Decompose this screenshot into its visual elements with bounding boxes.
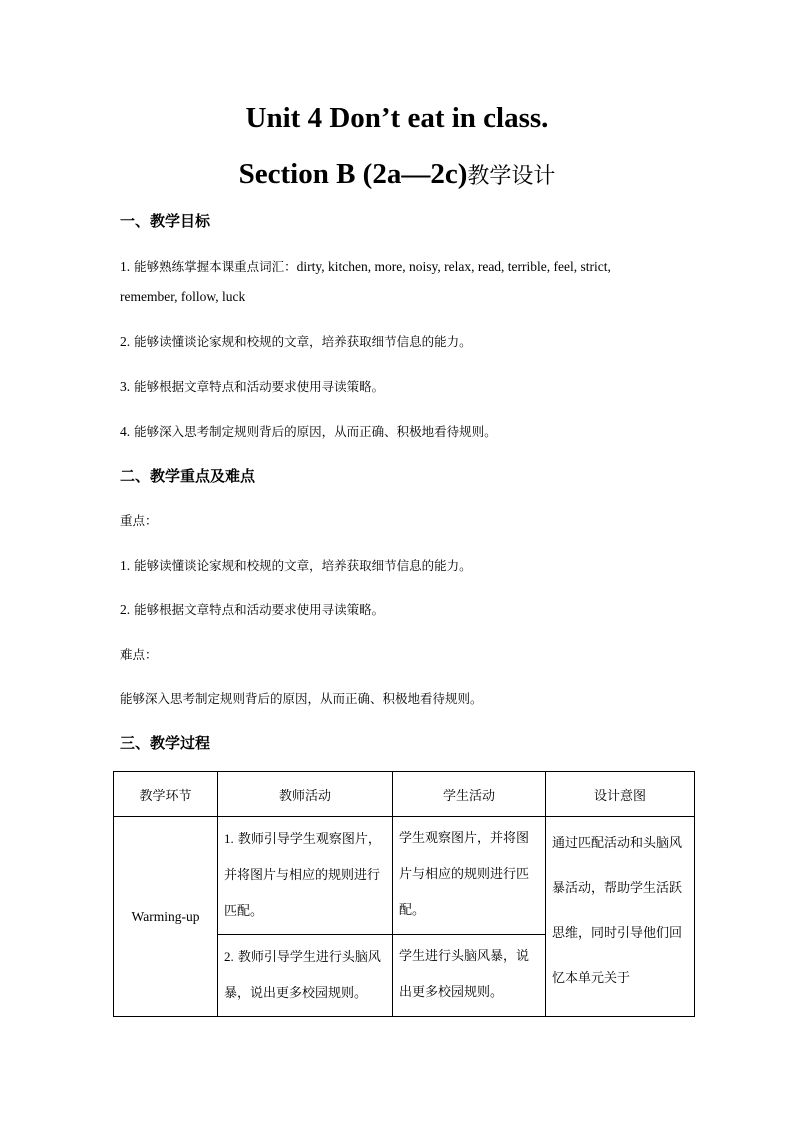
column-header: 教师活动 [218, 772, 393, 817]
difficulty-label: 难点： [120, 647, 158, 662]
table-header-row [114, 772, 695, 817]
teacher-activity-cell [218, 935, 393, 1017]
column-header: 教学环节 [114, 772, 218, 817]
teacher-activity-cell [218, 817, 393, 935]
objective-item-1-continued [120, 287, 245, 307]
item-number: 4. [120, 424, 131, 439]
student-activity-cell [393, 817, 546, 935]
item-number: 3. [120, 379, 131, 394]
subtitle-en: Section B (2a—2c) [238, 158, 468, 190]
item-text-en-continued: remember, follow, luck [120, 289, 246, 304]
item-text-cn: 能够根据文章特点和活动要求使用寻读策略。 [134, 379, 385, 394]
section-heading-key-points: 二、教学重点及难点 [120, 467, 256, 485]
student-activity-cell [393, 935, 546, 1017]
activity-number: 1. [224, 831, 234, 846]
objective-item-1 [120, 257, 611, 277]
objective-item-2 [120, 332, 472, 352]
table-row [114, 817, 695, 935]
teaching-process-table [113, 771, 695, 1017]
item-text-cn: 能够读懂谈论家规和校规的文章，培养获取细节信息的能力。 [134, 558, 472, 573]
key-point-item-2 [120, 600, 384, 620]
document-title: Unit 4 Don’t eat in class. [245, 102, 549, 134]
item-text-cn: 能够根据文章特点和活动要求使用寻读策略。 [134, 602, 385, 617]
key-point-item-1 [120, 556, 472, 576]
design-intent-cell [546, 817, 695, 1017]
item-number: 2. [120, 334, 131, 349]
item-text-cn: 能够熟练掌握本课重点词汇： [134, 259, 297, 274]
activity-number: 2. [224, 949, 234, 964]
student-activity-text: 学生观察图片，并将图片与相应的规则进行匹配。 [399, 831, 530, 918]
item-number: 1. [120, 259, 131, 274]
design-intent-text: 通过匹配活动和头脑风暴活动，帮助学生活跃思维，同时引导他们回忆本单元关于 [552, 836, 683, 986]
stage-cell: Warming-up [114, 817, 218, 1017]
item-number: 1. [120, 558, 131, 573]
teacher-activity-text: 教师引导学生进行头脑风暴，说出更多校园规则。 [224, 950, 381, 1001]
section-heading-objectives: 一、教学目标 [120, 212, 211, 230]
item-text-cn: 能够读懂谈论家规和校规的文章，培养获取细节信息的能力。 [134, 334, 472, 349]
item-number: 2. [120, 602, 131, 617]
document-subtitle [0, 154, 794, 197]
difficulty-text: 能够深入思考制定规则背后的原因，从而正确、积极地看待规则。 [120, 691, 483, 706]
objective-item-3 [120, 377, 384, 397]
item-text-cn: 能够深入思考制定规则背后的原因，从而正确、积极地看待规则。 [134, 424, 497, 439]
column-header: 设计意图 [546, 772, 695, 817]
section-heading-process: 三、教学过程 [120, 734, 211, 752]
key-points-label: 重点： [120, 513, 158, 528]
column-header: 学生活动 [393, 772, 546, 817]
student-activity-text: 学生进行头脑风暴，说出更多校园规则。 [399, 949, 530, 1000]
teacher-activity-text: 教师引导学生观察图片，并将图片与相应的规则进行匹配。 [224, 832, 381, 919]
objective-item-4 [120, 422, 497, 442]
subtitle-cn: 教学设计 [467, 164, 556, 189]
item-text-en: dirty, kitchen, more, noisy, relax, read, terrible, feel, strict, [296, 259, 611, 274]
